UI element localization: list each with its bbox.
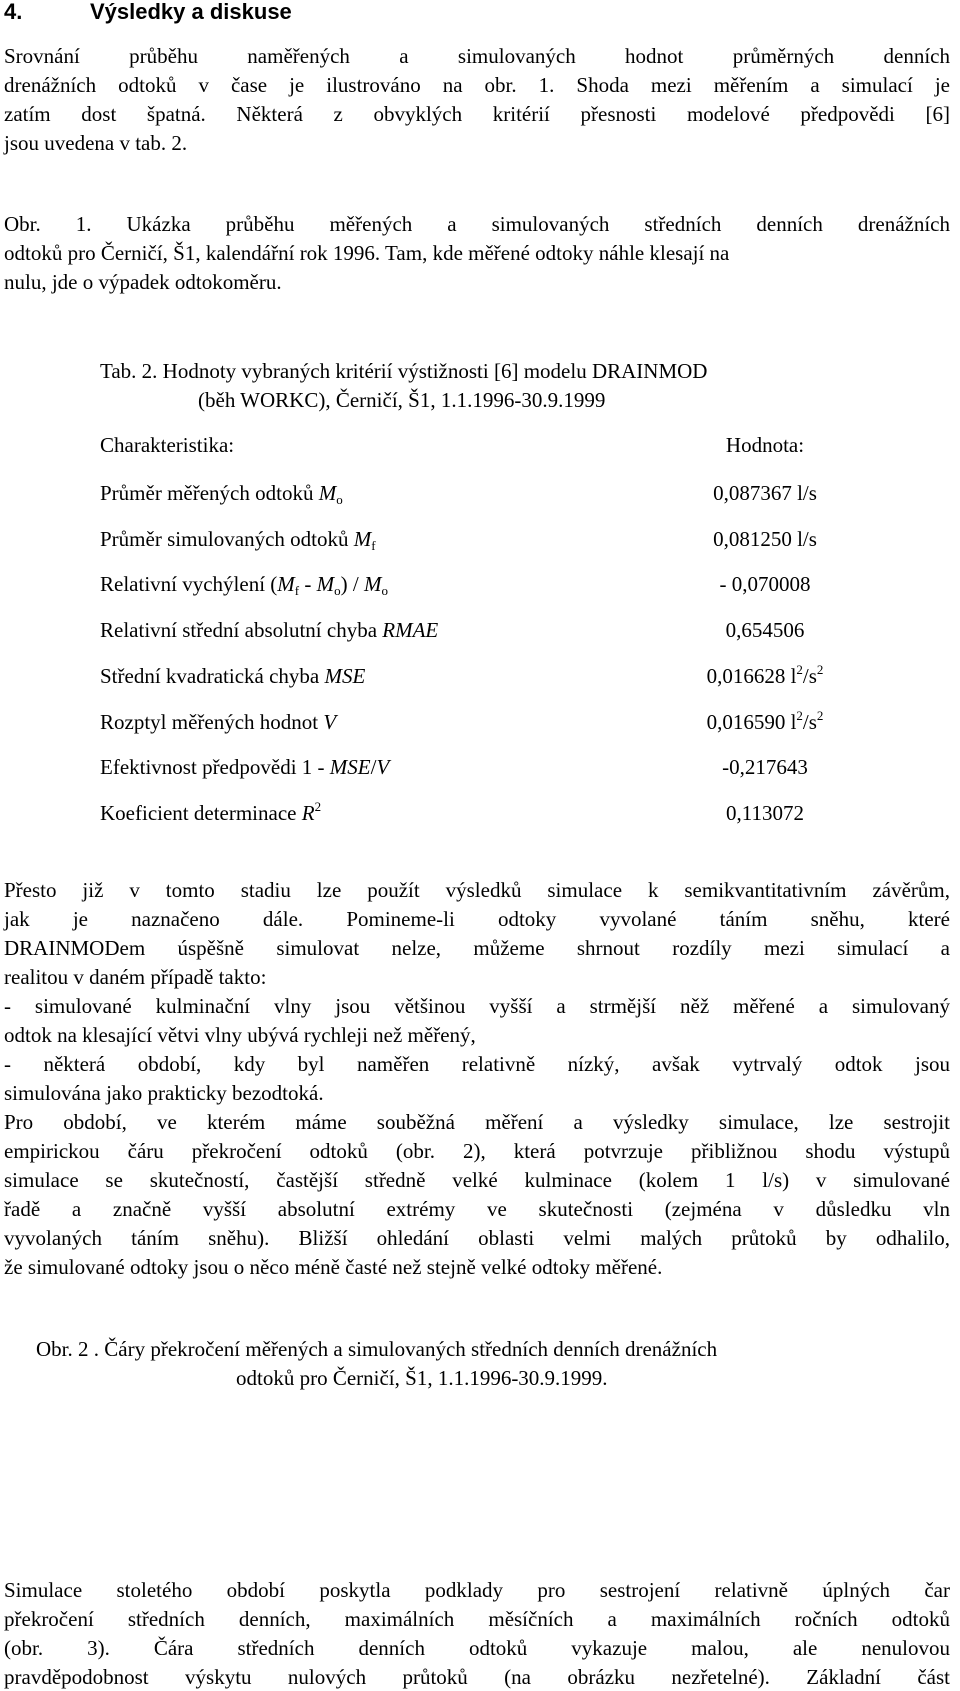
table-row [100, 570, 820, 598]
criterion-value: 0,654506 [725, 618, 805, 642]
criterion-label: Relativní střední absolutní chyba RMAE [100, 618, 439, 642]
section-title: Výsledky a diskuse [90, 0, 292, 24]
body-line: - některá období, kdy byl naměřen relativně nízký, avšak vytrvalý odtok jsou [4, 1052, 950, 1076]
table-row [100, 799, 820, 827]
body-line: realitou v daném případě takto: [4, 965, 267, 989]
criterion-label: Střední kvadratická chyba MSE [100, 664, 366, 688]
body-line: řadě a značně vyšší absolutní extrémy ve skutečnosti (zejména v důsledku vln [4, 1197, 950, 1221]
criterion-label: Relativní vychýlení $(M_f - M_o) / M_o$ [100, 572, 388, 598]
body-line: že simulované odtoky jsou o něco méně časté než stejně velké odtoky měřené. [4, 1255, 663, 1279]
intro-line: Srovnání průběhu naměřených a simulovaných hodnot průměrných denních [4, 44, 950, 68]
criterion-value: 0,016628 $l^2/s^2$ [706, 662, 824, 688]
final-line: (obr. 3). Čára středních denních odtoků vykazuje malou, ale nenulovou [4, 1636, 950, 1660]
criterion-value: 0,087367 l/s [713, 481, 817, 505]
intro-line: drenážních odtoků v čase je ilustrováno na obr. 1. Shoda mezi měřením a simulací je [4, 73, 950, 97]
criterion-label: Průměr měřených odtoků $M_o$ [100, 481, 343, 507]
table-row [100, 708, 824, 736]
table-row [100, 479, 820, 507]
body-line: empirickou čáru překročení odtoků (obr. 2), která potvrzuje přibližnou shodu výstupů [4, 1139, 950, 1163]
intro-line: zatím dost špatná. Některá z obvyklých kritérií přesnosti modelové předpovědi [6] [4, 102, 950, 126]
criterion-label: Efektivnost předpovědi 1 - MSE/V [100, 755, 390, 779]
criterion-value: 0,113072 [726, 801, 804, 825]
figure1-caption-line: nulu, jde o výpadek odtokoměru. [4, 270, 282, 294]
figure1-caption-line: Obr. 1. Ukázka průběhu měřených a simulovaných středních denních drenážních [4, 212, 950, 236]
body-line: odtok na klesající větvi vlny ubývá rychleji než měřený, [4, 1023, 476, 1047]
criterion-label: Rozptyl měřených hodnot V [100, 710, 337, 734]
body-line: simulace se skutečností, častější středně velké kulminace (kolem 1 l/s) v simulované [4, 1168, 950, 1192]
table2-caption-line: Tab. 2. Hodnoty vybraných kritérií výstižnosti [6] modelu DRAINMOD [100, 359, 708, 383]
table-row [100, 662, 824, 690]
body-line: - simulované kulminační vlny jsou většinou vyšší a strmější něž měřené a simulovaný [4, 994, 950, 1018]
body-line: DRAINMODem úspěšně simulovat nelze, můžeme shrnout rozdíly mezi simulací a [4, 936, 950, 960]
final-line: pravděpodobnost výskytu nulových průtoků (na obrázku nezřetelné). Základní část [4, 1665, 950, 1689]
criterion-value: - 0,070008 [719, 572, 811, 596]
criterion-value: -0,217643 [722, 755, 808, 779]
figure2-caption-line: odtoků pro Černičí, Š1, 1.1.1996-30.9.1999. [236, 1366, 608, 1390]
criterion-label: Průměr simulovaných odtoků $M_f$ [100, 527, 376, 553]
criterion-label: Koeficient determinace $R^2$ [100, 799, 322, 825]
intro-line: jsou uvedena v tab. 2. [4, 131, 188, 155]
section-number: 4. [4, 0, 23, 24]
table2-caption-line: (běh WORKC), Černičí, Š1, 1.1.1996-30.9.1999 [198, 388, 606, 412]
body-line: Přesto již v tomto stadiu lze použít výsledků simulace k semikvantitativním závěrům, [4, 878, 950, 902]
body-line: jak je naznačeno dále. Pomineme-li odtoky vyvolané táním sněhu, které [4, 907, 950, 931]
figure2-caption-line: Obr. 2 . Čáry překročení měřených a simulovaných středních denních drenážních [36, 1337, 718, 1361]
table-row [100, 616, 820, 644]
figure1-caption-line: odtoků pro Černičí, Š1, kalendářní rok 1996. Tam, kde měřené odtoky náhle klesají na [4, 241, 730, 265]
final-line: Simulace stoletého období poskytla podklady pro sestrojení relativně úplných čar [4, 1578, 950, 1602]
table2-header-row [100, 431, 820, 459]
table2-header-label: Charakteristika: [100, 433, 235, 457]
body-line: simulována jako prakticky bezodtoká. [4, 1081, 324, 1105]
criterion-value: 0,081250 l/s [713, 527, 817, 551]
body-line: Pro období, ve kterém máme souběžná měření a výsledky simulace, lze sestrojit [4, 1110, 950, 1134]
criterion-value: 0,016590 $l^2/s^2$ [706, 708, 824, 734]
body-line: vyvolaných táním sněhu). Bližší ohledání oblasti velmi malých průtoků by odhalilo, [4, 1226, 950, 1250]
final-line: překročení středních denních, maximálních měsíčních a maximálních ročních odtoků [4, 1607, 950, 1631]
table-row [100, 753, 820, 781]
table-row [100, 525, 820, 553]
table2-header-value: Hodnota: [725, 433, 805, 457]
section-heading [4, 0, 292, 26]
